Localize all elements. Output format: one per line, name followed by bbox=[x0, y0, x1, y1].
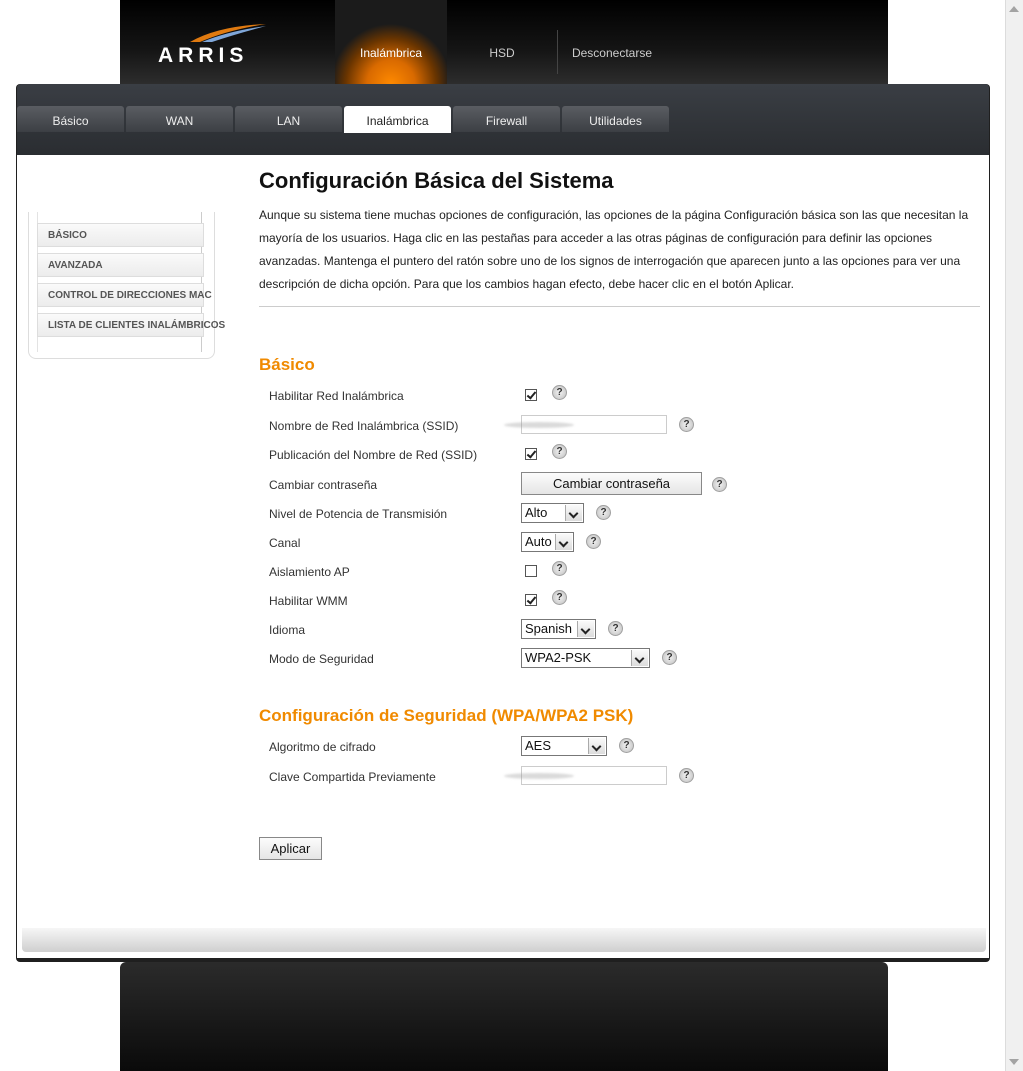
channel-select[interactable] bbox=[521, 532, 574, 552]
redacted-mark bbox=[504, 773, 574, 779]
divider bbox=[259, 306, 980, 307]
ap-isolation-label: Aislamiento AP bbox=[269, 565, 350, 579]
enable-wireless-checkbox[interactable] bbox=[525, 389, 537, 401]
help-icon[interactable]: ? bbox=[552, 385, 567, 400]
top-nav-hsd[interactable]: HSD bbox=[489, 46, 515, 60]
help-icon[interactable]: ? bbox=[596, 505, 611, 520]
help-icon[interactable]: ? bbox=[679, 768, 694, 783]
top-nav-desconectarse[interactable]: Desconectarse bbox=[571, 46, 653, 60]
change-password-label: Cambiar contraseña bbox=[269, 478, 378, 492]
tx-power-value: Alto bbox=[525, 505, 548, 520]
language-select[interactable] bbox=[521, 619, 596, 639]
cipher-value: AES bbox=[525, 738, 552, 753]
help-icon[interactable]: ? bbox=[552, 590, 567, 605]
tab-strip bbox=[17, 84, 989, 155]
broadcast-ssid-checkbox[interactable] bbox=[525, 448, 537, 460]
chevron-down-icon bbox=[555, 534, 572, 550]
scroll-up-icon[interactable] bbox=[1009, 6, 1019, 12]
redacted-mark bbox=[504, 422, 574, 428]
channel-label: Canal bbox=[269, 536, 301, 550]
bottom-bar bbox=[120, 962, 888, 1071]
check-icon bbox=[527, 448, 537, 458]
wmm-label: Habilitar WMM bbox=[269, 594, 348, 608]
cipher-label: Algoritmo de cifrado bbox=[269, 740, 376, 754]
scroll-down-icon[interactable] bbox=[1009, 1059, 1019, 1065]
psk-label: Clave Compartida Previamente bbox=[269, 770, 436, 784]
help-icon[interactable]: ? bbox=[552, 561, 567, 576]
channel-value: Auto bbox=[525, 534, 552, 549]
chevron-down-icon bbox=[577, 621, 594, 637]
check-icon bbox=[527, 594, 537, 604]
top-nav-inalambrica[interactable]: Inalámbrica bbox=[335, 0, 447, 84]
broadcast-ssid-label: Publicación del Nombre de Red (SSID) bbox=[269, 448, 478, 462]
check-icon bbox=[527, 389, 537, 399]
help-icon[interactable]: ? bbox=[712, 477, 727, 492]
brand-name: ARRIS bbox=[158, 44, 249, 67]
tab-firewall[interactable]: Firewall bbox=[453, 106, 560, 132]
help-icon[interactable]: ? bbox=[619, 738, 634, 753]
chevron-down-icon bbox=[565, 505, 582, 521]
top-header bbox=[120, 0, 888, 84]
language-label: Idioma bbox=[269, 623, 306, 637]
ap-isolation-checkbox[interactable] bbox=[525, 565, 537, 577]
tab-lan[interactable]: LAN bbox=[235, 106, 342, 132]
logo-swoosh-icon bbox=[188, 22, 268, 44]
intro-text: Aunque su sistema tiene muchas opciones de configuración, las opciones de la página Configuración básica son las que necesitan la mayoría de los usuarios. Haga clic en las pestañas para acceder a las otras páginas de configuración para definir las opciones avanzadas. Mantenga el puntero del ratón sobre uno de los signos de interrogación que aparecen junto a las opciones para ver una descripción de dicha opción. Para que los cambios hagan efecto, debe hacer clic en el botón Aplicar. bbox=[259, 208, 969, 291]
ssid-label: Nombre de Red Inalámbrica (SSID) bbox=[269, 419, 459, 433]
change-password-button[interactable]: Cambiar contraseña bbox=[521, 472, 702, 495]
content-footer bbox=[22, 928, 986, 952]
security-mode-select[interactable] bbox=[521, 648, 650, 668]
brand-logo[interactable] bbox=[158, 22, 268, 66]
help-icon[interactable]: ? bbox=[679, 417, 694, 432]
apply-button[interactable]: Aplicar bbox=[259, 837, 322, 860]
security-mode-value: WPA2-PSK bbox=[525, 650, 592, 665]
ssid-input[interactable] bbox=[521, 415, 667, 434]
side-menu bbox=[28, 212, 226, 359]
tab-wan[interactable]: WAN bbox=[126, 106, 233, 132]
help-icon[interactable]: ? bbox=[552, 444, 567, 459]
cipher-select[interactable] bbox=[521, 736, 607, 756]
side-item-avanzada[interactable]: AVANZADA bbox=[37, 253, 204, 277]
chevron-down-icon bbox=[631, 650, 648, 666]
tab-basico[interactable]: Básico bbox=[17, 106, 124, 132]
help-icon[interactable]: ? bbox=[662, 650, 677, 665]
security-section-heading: Configuración de Seguridad (WPA/WPA2 PSK) bbox=[259, 706, 634, 725]
wmm-checkbox[interactable] bbox=[525, 594, 537, 606]
tx-power-label: Nivel de Potencia de Transmisión bbox=[269, 507, 448, 521]
help-icon[interactable]: ? bbox=[586, 534, 601, 549]
basic-section-heading: Básico bbox=[259, 355, 315, 374]
psk-input[interactable] bbox=[521, 766, 667, 785]
side-item-basico[interactable]: BÁSICO bbox=[37, 223, 204, 247]
vertical-scrollbar[interactable] bbox=[1005, 0, 1023, 1071]
tab-inalambrica[interactable]: Inalámbrica bbox=[344, 106, 451, 133]
language-value: Spanish bbox=[525, 621, 572, 636]
side-item-control-mac[interactable]: CONTROL DE DIRECCIONES MAC bbox=[37, 283, 204, 307]
enable-wireless-label: Habilitar Red Inalámbrica bbox=[269, 389, 404, 403]
side-item-client-list[interactable]: LISTA DE CLIENTES INALÁMBRICOS bbox=[37, 313, 204, 337]
chevron-down-icon bbox=[588, 738, 605, 754]
tx-power-select[interactable] bbox=[521, 503, 584, 523]
tab-utilidades[interactable]: Utilidades bbox=[562, 106, 669, 132]
help-icon[interactable]: ? bbox=[608, 621, 623, 636]
security-mode-label: Modo de Seguridad bbox=[269, 652, 374, 666]
page-title: Configuración Básica del Sistema bbox=[259, 168, 614, 193]
